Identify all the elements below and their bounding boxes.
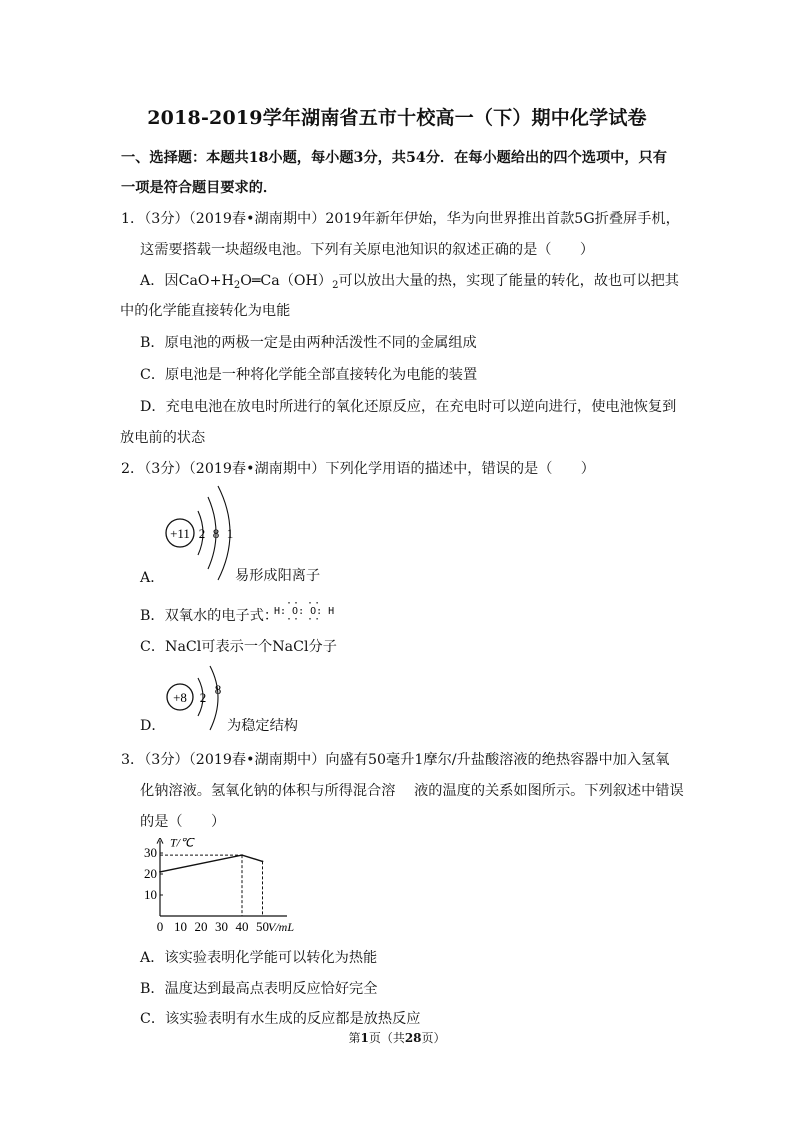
electron-dots-top: ·· ·· bbox=[286, 598, 322, 609]
temperature-curve bbox=[160, 855, 263, 872]
page-title: 2018-2019学年湖南省五市十校高一（下）期中化学试卷 bbox=[147, 107, 647, 129]
y-axis-label: T/℃ bbox=[170, 838, 194, 850]
y-tick-label: 30 bbox=[144, 845, 157, 860]
shell-2-electrons: 8 bbox=[214, 682, 222, 697]
q1-option-d: D．充电电池在放电时所进行的氧化还原反应，在充电时可以逆向进行，使电池恢复到 bbox=[140, 399, 677, 415]
y-tick-label: 10 bbox=[144, 887, 157, 902]
shell-2-electrons: 8 bbox=[212, 526, 220, 541]
h2o2-electron-formula bbox=[274, 600, 334, 624]
q2-option-b: B．双氧水的电子式： bbox=[140, 608, 279, 624]
x-tick-label: 50 bbox=[256, 919, 269, 934]
q2-stem: 2．（3分）（2019春•湖南期中）下列化学用语的描述中，错误的是（ ） bbox=[121, 461, 595, 477]
data-point bbox=[262, 861, 264, 863]
q2-option-a-text: 易形成阳离子 bbox=[235, 568, 321, 584]
section-header-line1: 一、选择题：本题共18小题，每小题3分，共54分．在每小题给出的四个选项中，只有 bbox=[121, 150, 667, 166]
q3-stem-line2: 化钠溶液。氢氧化钠的体积与所得混合溶 液的温度的关系如图所示。下列叙述中错误 bbox=[140, 783, 684, 799]
q1-stem-line2: 这需要搭载一块超级电池。下列有关原电池知识的叙述正确的是（ ） bbox=[140, 242, 595, 258]
q2-option-d-label: D． bbox=[140, 718, 166, 734]
x-tick-label: 30 bbox=[215, 919, 228, 934]
x-tick-label: 20 bbox=[194, 919, 208, 934]
x-tick-label: 0 bbox=[156, 919, 164, 934]
electron-dots-bottom: ·· ·· bbox=[286, 614, 322, 625]
formula-text: H: O: O: H bbox=[274, 606, 335, 617]
x-axis-label: V/mL bbox=[268, 920, 295, 934]
data-point bbox=[241, 854, 243, 856]
q1-option-d-line2: 放电前的状态 bbox=[120, 430, 206, 446]
page-footer: 第1页（共28页） bbox=[348, 1031, 446, 1045]
data-point bbox=[159, 871, 161, 873]
q3-option-b: B．温度达到最高点表明反应恰好完全 bbox=[140, 981, 378, 997]
q1-option-a: A．因$CaO+H_2O═Ca(OH)_2$可以放出大量的热，实现了能量的转化，故也可以把其 bbox=[140, 273, 679, 291]
y-tick-label: 20 bbox=[144, 866, 157, 881]
nucleus-charge: +11 bbox=[170, 526, 190, 541]
shell-1-electrons: 2 bbox=[198, 526, 206, 541]
temperature-volume-chart bbox=[138, 838, 308, 936]
electron-shell-2 bbox=[210, 666, 218, 730]
q2-option-d-text: 为稳定结构 bbox=[227, 718, 298, 734]
q1-stem-line1: 1．（3分）（2019春•湖南期中）2019年新年伊始，华为向世界推出首款5G折叠屏手机， bbox=[121, 211, 680, 227]
x-tick-label: 10 bbox=[174, 919, 187, 934]
q2-option-a-label: A． bbox=[140, 570, 165, 586]
shell-3-electrons: 1 bbox=[226, 526, 234, 541]
section-header-line2: 一项是符合题目要求的． bbox=[121, 180, 278, 196]
q1-option-a-line2: 中的化学能直接转化为电能 bbox=[120, 303, 291, 319]
q3-stem-line3: 的是（ ） bbox=[140, 814, 226, 830]
q3-option-c: C．该实验表明有水生成的反应都是放热反应 bbox=[140, 1011, 421, 1027]
x-tick-label: 40 bbox=[235, 919, 249, 934]
q1-option-c: C．原电池是一种将化学能全部直接转化为电能的装置 bbox=[140, 367, 478, 383]
q1-option-b: B．原电池的两极一定是由两种活泼性不同的金属组成 bbox=[140, 335, 477, 351]
q3-stem-line1: 3．（3分）（2019春•湖南期中）向盛有50毫升1摩尔/升盐酸溶液的绝热容器中加入氢氧 bbox=[121, 752, 670, 768]
shell-1-electrons: 2 bbox=[199, 690, 207, 705]
q2-option-c: C．NaCl可表示一个NaCl分子 bbox=[140, 639, 337, 655]
nucleus-charge: +8 bbox=[173, 690, 187, 705]
q3-option-a: A．该实验表明化学能可以转化为热能 bbox=[140, 950, 378, 966]
